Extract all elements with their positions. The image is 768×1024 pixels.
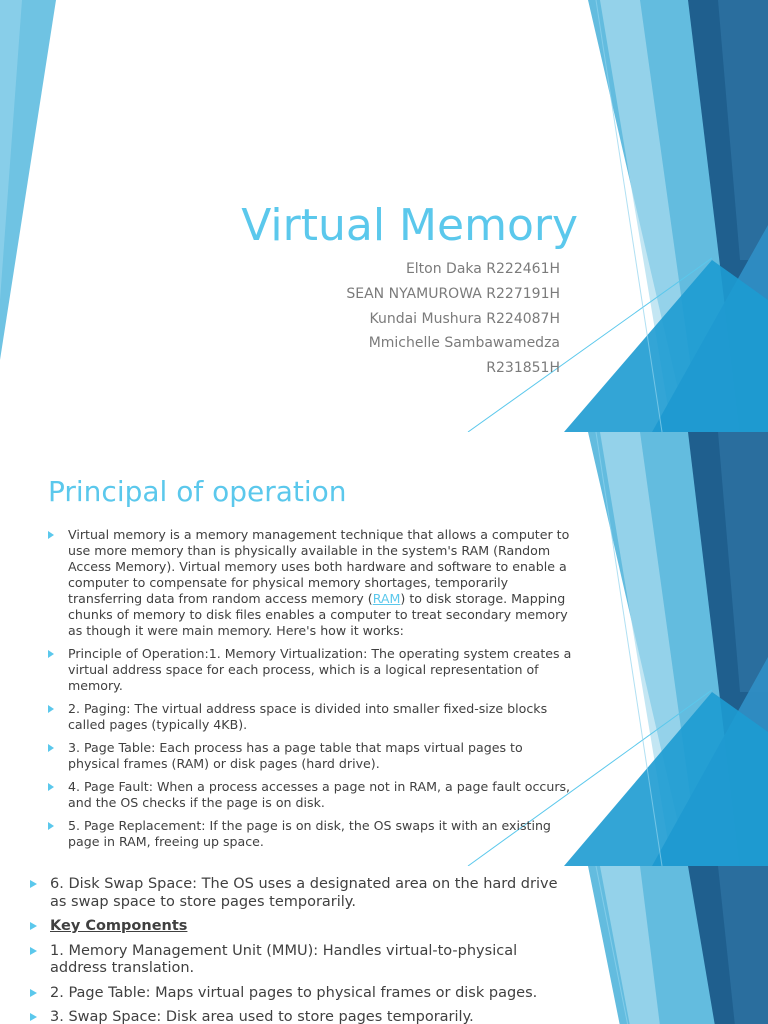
list-item [30, 985, 570, 1003]
slide-2[interactable] [0, 432, 768, 866]
bullet-arrow-icon [48, 744, 54, 752]
list-item [48, 740, 578, 772]
author-line: Mmichelle Sambawamedza [368, 335, 560, 352]
list-item [48, 779, 578, 811]
bullet-arrow-icon [48, 650, 54, 658]
bullet-text: 2. Paging: The virtual address space is divided into smaller fixed-size blocks called pages (typically 4KB). [68, 701, 548, 732]
author-line: SEAN NYAMUROWA R227191H [346, 285, 560, 302]
bullet-arrow-icon [48, 705, 54, 713]
list-item [48, 646, 578, 694]
bullet-arrow-icon [30, 989, 37, 997]
list-item [30, 876, 570, 911]
list-item [48, 701, 578, 733]
bullet-text: 3. Swap Space: Disk area used to store pages temporarily. [50, 1009, 474, 1024]
slide-1[interactable] [0, 0, 768, 432]
bullet-text: Virtual memory is a memory management technique that allows a computer to use more memory than is physically available in the system's RAM (Random Access Memory). Virtual memory uses both hardware and software to enable a computer to compensate for physical memory shortages, temporarily transferring data from random access memory ( [68, 527, 570, 606]
bullet-arrow-icon [48, 531, 54, 539]
bullet-list [48, 527, 578, 857]
bullet-text: 1. Memory Management Unit (MMU): Handles virtual-to-physical address translation. [50, 942, 518, 976]
bullet-arrow-icon [48, 783, 54, 791]
author-line: Elton Daka R222461H [405, 261, 560, 277]
slide-3[interactable] [0, 866, 768, 1024]
list-item [30, 918, 570, 936]
bullet-text: 3. Page Table: Each process has a page table that maps virtual pages to physical frames (RAM) or disk pages (hard drive). [68, 740, 523, 771]
authors-block [346, 257, 560, 381]
slide-title: Principal of operation [48, 475, 347, 508]
list-item [48, 818, 578, 850]
list-item [30, 943, 570, 978]
slide-title: Virtual Memory [241, 200, 578, 251]
bullet-text: 2. Page Table: Maps virtual pages to physical frames or disk pages. [50, 984, 538, 1001]
bullet-text: Principle of Operation:1. Memory Virtualization: The operating system creates a virtual address space for each process, which is a logical representation of memory. [68, 646, 572, 693]
list-item [48, 527, 578, 639]
bullet-arrow-icon [48, 822, 54, 830]
author-line: Kundai Mushura R224087H [369, 310, 560, 327]
list-item [30, 1009, 570, 1024]
bullet-arrow-icon [30, 922, 37, 930]
bullet-list [30, 876, 570, 1024]
author-line: R231851H [486, 360, 560, 377]
bullet-text: 5. Page Replacement: If the page is on disk, the OS swaps it with an existing page in RAM, freeing up space. [68, 818, 551, 849]
bullet-arrow-icon [30, 880, 37, 888]
bullet-text: ) to disk storage. Mapping chunks of memory to disk files enables a computer to treat secondary memory as though it were main memory. Here's how it works: [68, 591, 568, 638]
key-components-heading: Key Components [50, 918, 188, 934]
bullet-text: 4. Page Fault: When a process accesses a page not in RAM, a page fault occurs, and the OS checks if the page is on disk. [68, 779, 571, 810]
bullet-arrow-icon [30, 947, 37, 955]
bullet-text: 6. Disk Swap Space: The OS uses a designated area on the hard drive as swap space to store pages temporarily. [50, 876, 558, 910]
bullet-arrow-icon [30, 1013, 37, 1021]
ram-link[interactable]: RAM [372, 591, 401, 606]
